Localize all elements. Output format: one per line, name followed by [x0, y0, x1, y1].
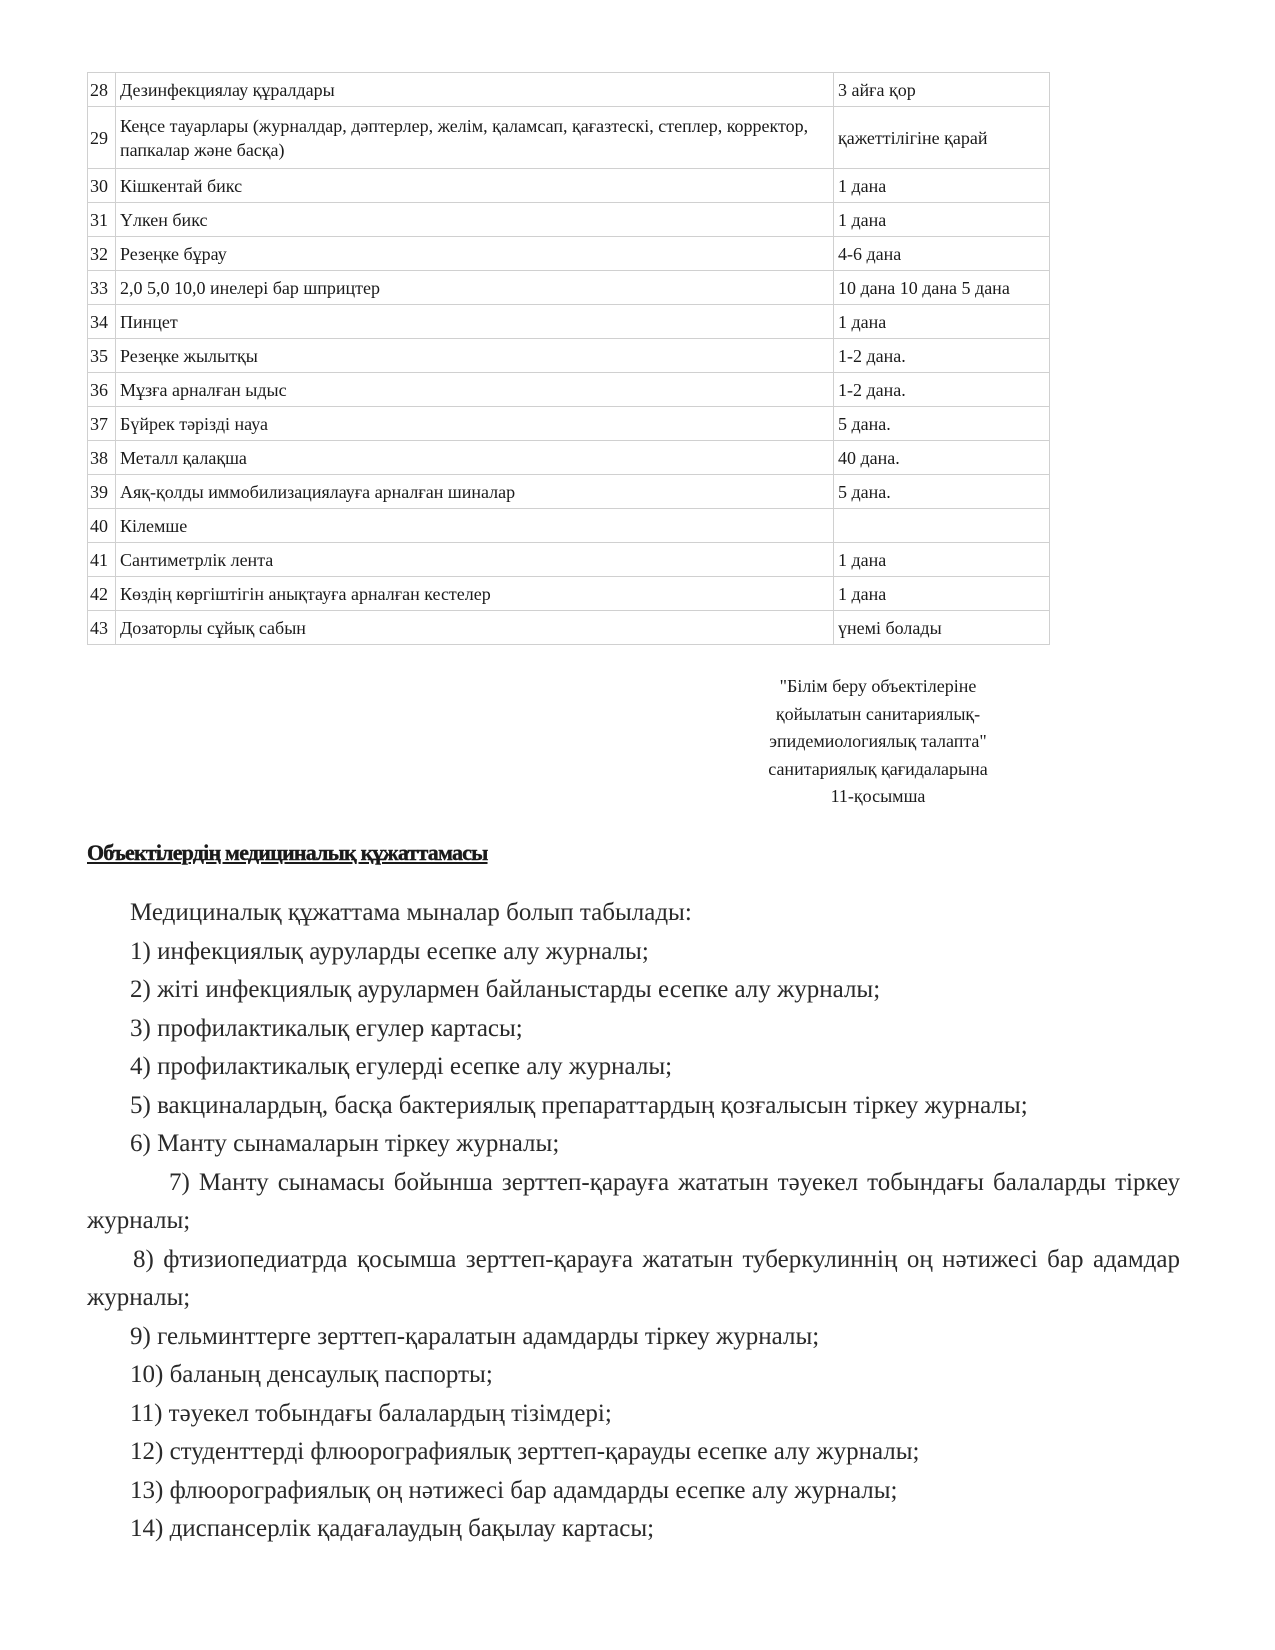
row-number-cell: 42: [88, 577, 116, 611]
row-number-cell: 31: [88, 203, 116, 237]
table-row: [88, 339, 1050, 373]
table-row: [88, 203, 1050, 237]
item-name-cell: Металл қалақша: [116, 441, 834, 475]
row-number-cell: 39: [88, 475, 116, 509]
annex-line: 11-қосымша: [830, 786, 926, 806]
list-item: 13) флюорографиялық оң нәтижесі бар адамдарды есепке алу журналы;: [130, 1476, 898, 1504]
item-name-cell: Пинцет: [116, 305, 834, 339]
list-item: 3) профилактикалық егулер картасы;: [130, 1014, 523, 1042]
row-number-cell: 41: [88, 543, 116, 577]
supplies-table: [87, 72, 1050, 645]
list-item: 9) гельминттерге зерттеп-қаралатын адамдарды тіркеу журналы;: [130, 1322, 820, 1350]
item-name-cell: Аяқ-қолды иммобилизациялауға арналған шиналар: [116, 475, 834, 509]
annex-line: эпидемиологиялық талапта": [769, 731, 987, 751]
list-item: 7) Манту сынамасы бойынша зерттеп-қарауға жататын тәуекел тобындағы балаларды тіркеу журналы;: [87, 1168, 1180, 1234]
annex-line: қойылатын санитариялық-: [775, 703, 981, 724]
row-number-cell: 40: [88, 509, 116, 543]
quantity-cell: қажеттілігіне қарай: [834, 107, 1050, 169]
item-name-cell: Резеңке бұрау: [116, 237, 834, 271]
supplies-table-body: [88, 73, 1050, 645]
list-item: 12) студенттерді флюорографиялық зерттеп-қарауды есепке алу журналы;: [130, 1438, 920, 1465]
item-name-cell: Көздің көргіштігін анықтауға арналған кестелер: [116, 577, 834, 611]
table-row: [88, 475, 1050, 509]
item-name-cell: 2,0 5,0 10,0 инелері бар шприцтер: [116, 271, 834, 305]
row-number-cell: 32: [88, 237, 116, 271]
row-number-cell: 29: [88, 107, 116, 169]
table-row: [88, 577, 1050, 611]
quantity-cell: 1 дана: [834, 577, 1050, 611]
item-name-cell: Дозаторлы сұйық сабын: [116, 611, 834, 645]
quantity-cell: 5 дана.: [834, 475, 1050, 509]
quantity-cell: 3 айға қор: [834, 73, 1050, 107]
item-name-cell: Сантиметрлік лента: [116, 543, 834, 577]
section-title: Объектілердің медициналық құжаттамасы: [87, 840, 488, 865]
table-row: [88, 611, 1050, 645]
row-number-cell: 37: [88, 407, 116, 441]
quantity-cell: 1 дана: [834, 203, 1050, 237]
quantity-cell: 10 дана 10 дана 5 дана: [834, 271, 1050, 305]
item-name-cell: Мұзға арналған ыдыс: [116, 373, 834, 407]
list-item: 4) профилактикалық егулерді есепке алу журналы;: [130, 1053, 673, 1080]
table-row: [88, 373, 1050, 407]
quantity-cell: 4-6 дана: [834, 237, 1050, 271]
quantity-cell: 1 дана: [834, 169, 1050, 203]
annex-line: санитариялық қағидаларына: [768, 758, 988, 779]
list-item: 5) вакциналардың, басқа бактериялық препараттардың қозғалысын тіркеу журналы;: [130, 1091, 1028, 1119]
item-name-cell: Кішкентай бикс: [116, 169, 834, 203]
list-item: 14) диспансерлік қадағалаудың бақылау картасы;: [130, 1515, 655, 1542]
quantity-cell: 40 дана.: [834, 441, 1050, 475]
row-number-cell: 35: [88, 339, 116, 373]
quantity-cell: 1 дана: [834, 543, 1050, 577]
quantity-cell: 1 дана: [834, 305, 1050, 339]
item-name-cell: Дезинфекциялау құралдары: [116, 73, 834, 107]
table-row: [88, 305, 1050, 339]
list-item: 2) жіті инфекциялық аурулармен байланыстарды есепке алу журналы;: [130, 976, 881, 1003]
list-item: 1) инфекциялық ауруларды есепке алу журналы;: [130, 937, 649, 965]
table-row: [88, 509, 1050, 543]
annex-note: [728, 673, 1028, 811]
row-number-cell: 34: [88, 305, 116, 339]
row-number-cell: 28: [88, 73, 116, 107]
item-name-cell: Резеңке жылытқы: [116, 339, 834, 373]
table-row: [88, 543, 1050, 577]
documentation-list: [87, 894, 1180, 1549]
table-row: [88, 107, 1050, 169]
table-row: [88, 441, 1050, 475]
quantity-cell: 1-2 дана.: [834, 373, 1050, 407]
table-row: [88, 73, 1050, 107]
row-number-cell: 36: [88, 373, 116, 407]
item-name-cell: Бүйрек тәрізді науа: [116, 407, 834, 441]
quantity-cell: үнемі болады: [834, 611, 1050, 645]
row-number-cell: 30: [88, 169, 116, 203]
quantity-cell: 5 дана.: [834, 407, 1050, 441]
list-item: 10) баланың денсаулық паспорты;: [130, 1361, 493, 1388]
table-row: [88, 407, 1050, 441]
row-number-cell: 43: [88, 611, 116, 645]
table-row: [88, 237, 1050, 271]
list-item: 8) фтизиопедиатрда қосымша зерттеп-қарауға жататын туберкулиннің оң нәтижесі бар адамдар журналы;: [87, 1245, 1180, 1311]
quantity-cell: [834, 509, 1050, 543]
row-number-cell: 38: [88, 441, 116, 475]
row-number-cell: 33: [88, 271, 116, 305]
annex-line: "Білім беру объектілеріне: [779, 676, 977, 696]
table-row: [88, 271, 1050, 305]
item-name-cell: Үлкен бикс: [116, 203, 834, 237]
list-item: 11) тәуекел тобындағы балалардың тізімдері;: [130, 1399, 612, 1427]
intro-paragraph: Медициналық құжаттама мыналар болып табылады:: [130, 899, 692, 926]
quantity-cell: 1-2 дана.: [834, 339, 1050, 373]
table-row: [88, 169, 1050, 203]
list-item: 6) Манту сынамаларын тіркеу журналы;: [130, 1130, 560, 1157]
item-name-cell: Кілемше: [116, 509, 834, 543]
item-name-cell: Кеңсе тауарлары (журналдар, дәптерлер, желім, қаламсап, қағазтескі, степлер, корректор, папкалар және басқа): [116, 107, 834, 169]
